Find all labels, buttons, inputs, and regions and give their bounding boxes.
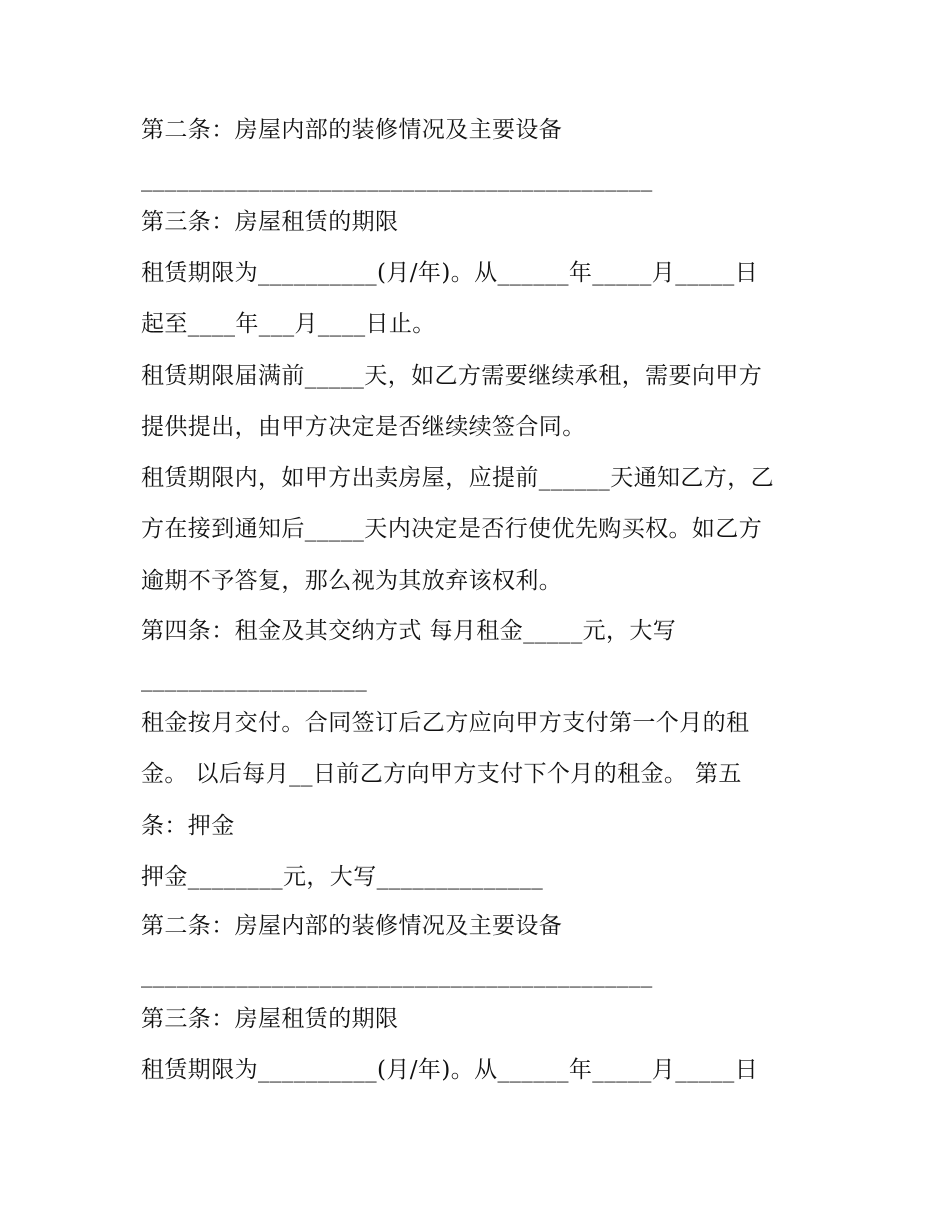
clause-5-heading: 条：押金 [141, 813, 235, 839]
clause-4-heading: 第四条：租金及其交纳方式 每月租金_____元，大写 [141, 618, 677, 644]
clause-2-heading: 第二条：房屋内部的装修情况及主要设备 [141, 117, 563, 143]
sale-notice-line-2: 方在接到通知后_____天内决定是否行使优先购买权。如乙方 [141, 516, 763, 542]
rent-payment-line-2: 金。 以后每月__日前乙方向甲方支付下个月的租金。 第五 [141, 761, 742, 787]
clause-2-heading-repeat: 第二条：房屋内部的装修情况及主要设备 [141, 913, 563, 939]
lease-end-line: 起至____年___月____日止。 [141, 311, 436, 337]
clause-3-heading-repeat: 第三条：房屋租赁的期限 [141, 1006, 399, 1032]
deposit-line: 押金________元，大写______________ [141, 864, 544, 890]
clause-2-blank-line: ___________________________________________ [141, 166, 653, 192]
rent-payment-line-1: 租金按月交付。合同签订后乙方应向甲方支付第一个月的租 [141, 710, 750, 736]
lease-term-line: 租赁期限为__________(月/年)。从______年_____月_____日 [141, 260, 759, 286]
renewal-line-2: 提供提出，由甲方决定是否继续续签合同。 [141, 414, 586, 440]
lease-term-line-repeat: 租赁期限为__________(月/年)。从______年_____月_____日 [141, 1057, 759, 1083]
sale-notice-line-3: 逾期不予答复，那么视为其放弃该权利。 [141, 568, 563, 594]
sale-notice-line-1: 租赁期限内，如甲方出卖房屋，应提前______天通知乙方，乙 [141, 465, 774, 491]
renewal-line-1: 租赁期限届满前_____天，如乙方需要继续承租，需要向甲方 [141, 363, 763, 389]
clause-3-heading: 第三条：房屋租赁的期限 [141, 209, 399, 235]
clause-2-blank-line-repeat: ___________________________________________ [141, 962, 653, 988]
rent-capital-blank: ___________________ [141, 666, 368, 692]
